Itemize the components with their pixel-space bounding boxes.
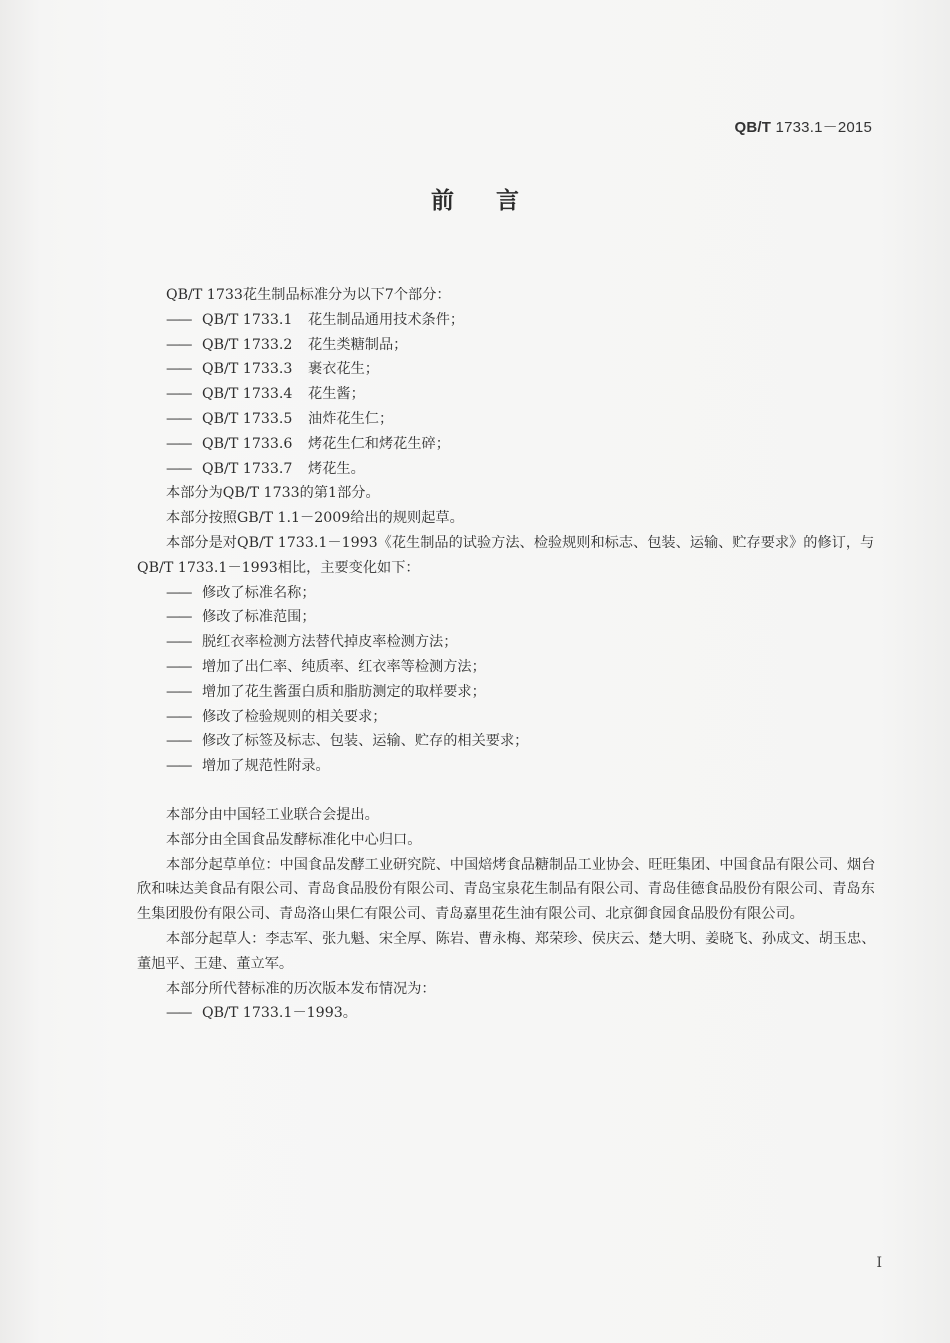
change-item <box>137 729 883 754</box>
administrator-paragraph: 本部分由全国食品发酵标准化中心归口。 <box>166 831 422 848</box>
part-item <box>137 357 883 382</box>
dash-mark: —— <box>166 733 191 750</box>
change-item <box>137 754 883 779</box>
dash-mark: —— <box>166 609 191 626</box>
part-code: QB/T 1733.2 <box>202 336 293 353</box>
dash-mark: —— <box>166 460 191 477</box>
part-item <box>137 382 883 407</box>
section-spacer <box>137 779 883 803</box>
part-code: QB/T 1733.1 <box>202 311 293 328</box>
part-name: 花生类糖制品； <box>308 336 408 353</box>
dash-mark: —— <box>166 683 191 700</box>
history-list <box>137 1001 883 1026</box>
change-text: 修改了标准范围； <box>202 609 316 626</box>
standard-code-prefix: QB/T <box>734 119 772 136</box>
change-text: 增加了花生酱蛋白质和脂肪测定的取样要求； <box>202 683 486 700</box>
part-item <box>137 407 883 432</box>
dash-mark: —— <box>166 584 191 601</box>
part-name: 裹衣花生； <box>308 361 379 378</box>
standard-code-number: 1733.1－2015 <box>771 119 872 136</box>
part-code: QB/T 1733.5 <box>202 410 293 427</box>
part-number-paragraph: 本部分为QB/T 1733的第1部分。 <box>166 485 380 502</box>
dash-mark: —— <box>166 708 191 725</box>
history-item <box>137 1001 883 1026</box>
proposer-paragraph: 本部分由中国轻工业联合会提出。 <box>166 806 379 823</box>
part-item <box>137 333 883 358</box>
part-code: QB/T 1733.3 <box>202 361 293 378</box>
change-text: 修改了标准名称； <box>202 584 316 601</box>
dash-mark: —— <box>166 361 191 378</box>
part-name: 花生制品通用技术条件； <box>308 311 465 328</box>
change-text: 修改了标签及标志、包装、运输、贮存的相关要求； <box>202 733 529 750</box>
change-item <box>137 630 883 655</box>
change-text: 脱红衣率检测方法替代掉皮率检测方法； <box>202 634 458 651</box>
part-item <box>137 432 883 457</box>
dash-mark: —— <box>166 658 191 675</box>
change-text: 增加了出仁率、纯质率、红衣率等检测方法； <box>202 658 486 675</box>
standard-code <box>735 116 872 137</box>
part-name: 油炸花生仁； <box>308 410 394 427</box>
drafters-paragraph: 本部分起草人：李志军、张九魁、宋全厚、陈岩、曹永梅、郑荣珍、侯庆云、楚大明、姜晓飞、孙成文、胡玉忠、董旭平、王建、董立军。 <box>137 930 876 972</box>
dash-mark: —— <box>166 634 191 651</box>
parts-list <box>137 308 883 482</box>
part-name: 烤花生。 <box>308 460 365 477</box>
dash-mark: —— <box>166 311 191 328</box>
dash-mark: —— <box>166 758 191 775</box>
intro-paragraph: QB/T 1733花生制品标准分为以下7个部分： <box>166 287 451 303</box>
part-code: QB/T 1733.6 <box>202 435 293 452</box>
part-name: 花生酱； <box>308 386 365 403</box>
dash-mark: —— <box>166 435 191 452</box>
history-paragraph: 本部分所代替标准的历次版本发布情况为： <box>166 980 436 997</box>
part-name: 烤花生仁和烤花生碎； <box>308 435 450 452</box>
dash-mark: —— <box>166 1005 191 1022</box>
part-item <box>137 457 883 482</box>
change-text: 修改了检验规则的相关要求； <box>202 708 387 725</box>
part-code: QB/T 1733.4 <box>202 386 293 403</box>
change-item <box>137 655 883 680</box>
drafting-units-paragraph: 本部分起草单位：中国食品发酵工业研究院、中国焙烤食品糖制品工业协会、旺旺集团、中国食品有限公司、烟台欣和味达美食品有限公司、青岛食品股份有限公司、青岛宝泉花生制品有限公司、青岛佳德食品股份有限公司、青岛东生集团股份有限公司、青岛洛山果仁有限公司、青岛嘉里花生油有限公司、北京御食园食品股份有限公司。 <box>137 856 876 923</box>
dash-mark: —— <box>166 336 191 353</box>
dash-mark: —— <box>166 410 191 427</box>
changes-list <box>137 581 883 779</box>
change-text: 增加了规范性附录。 <box>202 758 330 775</box>
page-number: I <box>876 1255 882 1271</box>
drafting-rules-paragraph: 本部分按照GB/T 1.1－2009给出的规则起草。 <box>166 510 464 527</box>
history-text: QB/T 1733.1－1993。 <box>202 1005 357 1022</box>
change-item <box>137 705 883 730</box>
part-item <box>137 308 883 333</box>
revision-paragraph: 本部分是对QB/T 1733.1－1993《花生制品的试验方法、检验规则和标志、包装、运输、贮存要求》的修订，与QB/T 1733.1－1993相比，主要变化如下： <box>137 534 875 576</box>
foreword-body <box>137 283 883 1026</box>
change-item <box>137 680 883 705</box>
change-item <box>137 581 883 606</box>
part-code: QB/T 1733.7 <box>202 460 293 477</box>
change-item <box>137 605 883 630</box>
dash-mark: —— <box>166 386 191 403</box>
page-title: 前言 <box>431 187 561 214</box>
